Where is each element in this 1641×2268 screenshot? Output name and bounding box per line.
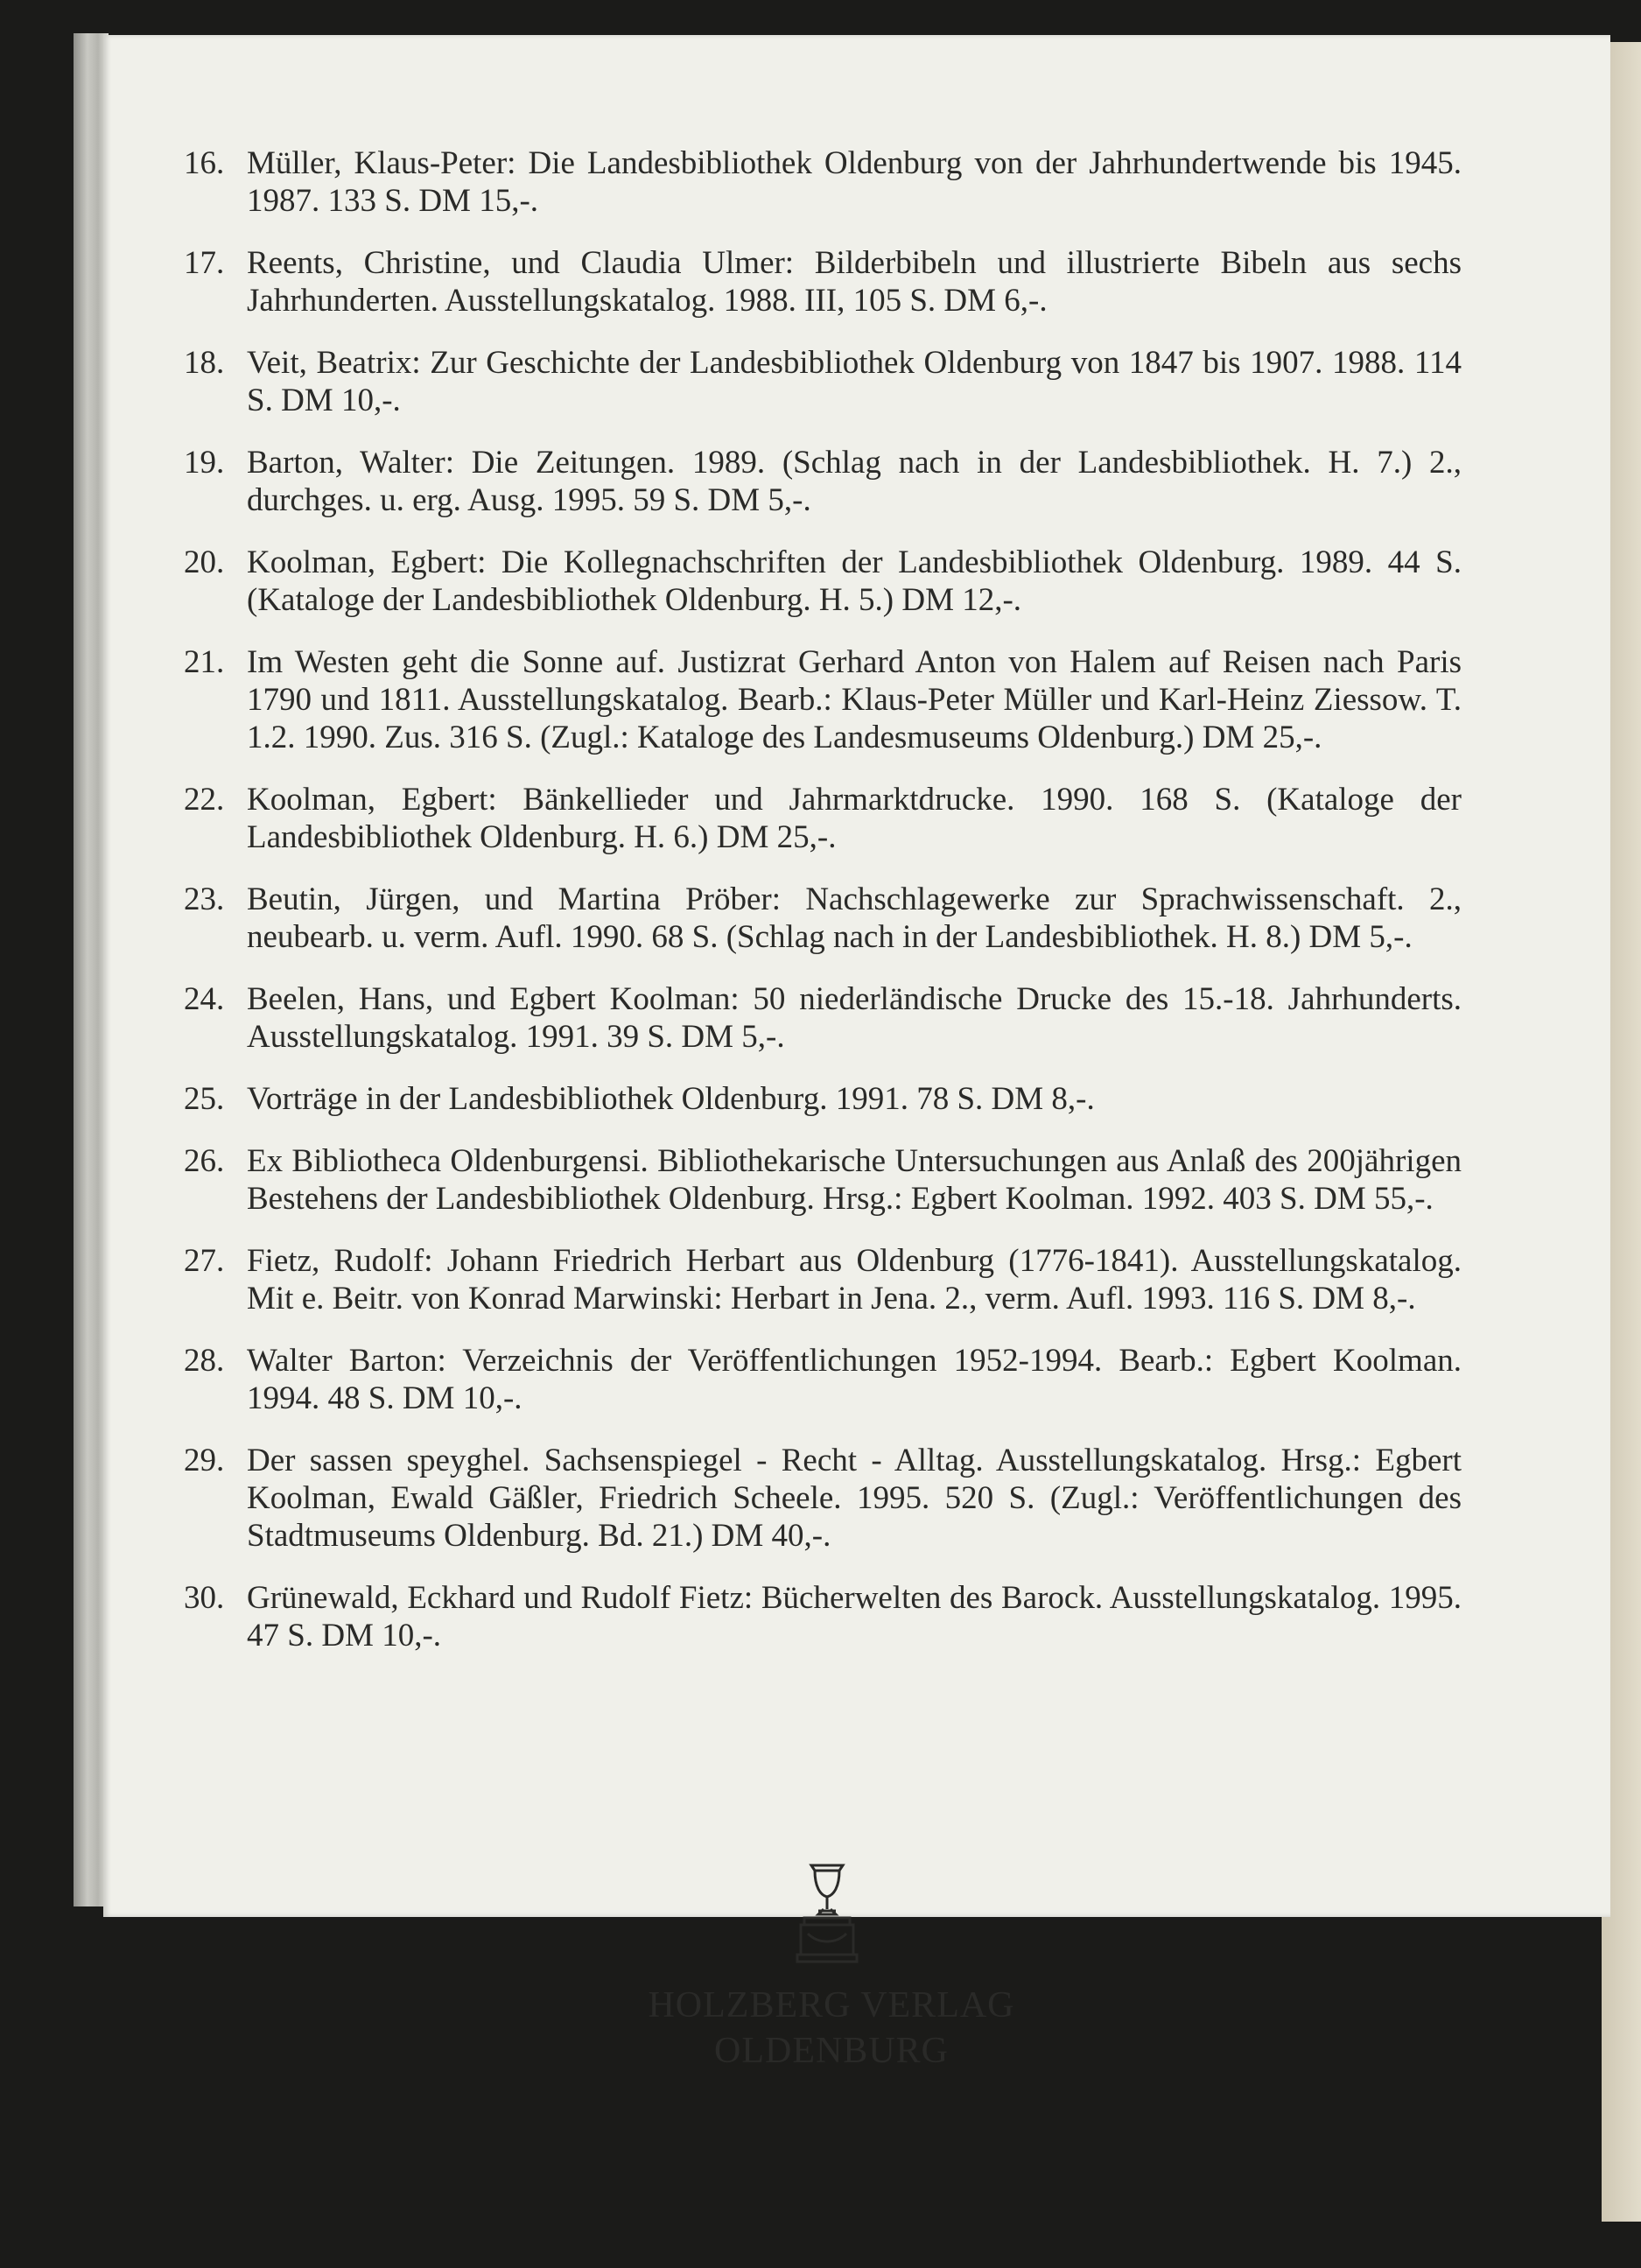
entry-number: 18. <box>184 345 225 381</box>
list-item <box>184 1242 1462 1317</box>
entry-text: Beelen, Hans, und Egbert Koolman: 50 niederländische Drucke des 15.-18. Jahrhunderts. Ausstellungskatalog. 1991. 39 S. DM 5,-. <box>247 981 1462 1055</box>
entry-text: Im Westen geht die Sonne auf. Justizrat Gerhard Anton von Halem auf Reisen nach Paris 1790 und 1811. Ausstellungskatalog. Bearb.: Klaus-Peter Müller und Karl-Heinz Ziessow. T. 1.2. 1990. Zus. 316 S. (Zugl.: Kataloge des Landesmuseums Oldenburg.) DM 25,-. <box>247 644 1462 755</box>
publisher-name: HOLZBERG VERLAG <box>648 1985 1015 2026</box>
list-item <box>184 444 1462 519</box>
entry-text: Grünewald, Eckhard und Rudolf Fietz: Bücherwelten des Barock. Ausstellungskatalog. 1995. 47 S. DM 10,-. <box>247 1580 1462 1654</box>
publisher-city: OLDENBURG <box>714 2031 949 2071</box>
entry-number: 26. <box>184 1143 225 1179</box>
entry-text: Müller, Klaus-Peter: Die Landesbibliothek Oldenburg von der Jahrhundertwende bis 1945. 1987. 133 S. DM 15,-. <box>247 145 1462 219</box>
entry-number: 24. <box>184 981 225 1017</box>
list-item <box>184 1442 1462 1555</box>
list-item <box>184 643 1462 756</box>
entry-text: Ex Bibliotheca Oldenburgensi. Bibliothekarische Untersuchungen aus Anlaß des 200jährigen Bestehens der Landesbibliothek Oldenburg. Hrsg.: Egbert Koolman. 1992. 403 S. DM 55,-. <box>247 1143 1462 1217</box>
list-item <box>184 1342 1462 1417</box>
entry-text: Veit, Beatrix: Zur Geschichte der Landesbibliothek Oldenburg von 1847 bis 1907. 1988. 114 S. DM 10,-. <box>247 345 1462 418</box>
list-item <box>184 881 1462 956</box>
entry-text: Beutin, Jürgen, und Martina Pröber: Nachschlagewerke zur Sprachwissenschaft. 2., neubearb. u. verm. Aufl. 1990. 68 S. (Schlag nach in der Landesbibliothek. H. 8.) DM 5,-. <box>247 881 1462 955</box>
list-item <box>184 344 1462 419</box>
entry-text: Vorträge in der Landesbibliothek Oldenburg. 1991. 78 S. DM 8,-. <box>247 1081 1095 1117</box>
list-item <box>184 1579 1462 1654</box>
list-item <box>184 781 1462 856</box>
list-item <box>184 544 1462 619</box>
entry-text: Barton, Walter: Die Zeitungen. 1989. (Schlag nach in der Landesbibliothek. H. 7.) 2., durchges. u. erg. Ausg. 1995. 59 S. DM 5,-. <box>247 445 1462 518</box>
entry-text: Der sassen speyghel. Sachsenspiegel - Recht - Alltag. Ausstellungskatalog. Hrsg.: Egbert Koolman, Ewald Gäßler, Friedrich Scheele. 1995. 520 S. (Zugl.: Veröffentlichungen des Stadtmuseums Oldenburg. Bd. 21.) DM 40,-. <box>247 1443 1462 1554</box>
entry-number: 29. <box>184 1443 225 1478</box>
list-item <box>184 244 1462 319</box>
urn-on-pedestal-icon <box>792 1860 862 1965</box>
entry-number: 22. <box>184 782 225 818</box>
list-item <box>184 980 1462 1056</box>
entry-number: 19. <box>184 445 225 481</box>
entry-number: 28. <box>184 1343 225 1379</box>
publisher-imprint <box>525 1983 1138 2074</box>
list-item <box>184 1080 1462 1118</box>
entry-number: 30. <box>184 1580 225 1616</box>
entry-number: 27. <box>184 1243 225 1279</box>
entry-number: 21. <box>184 644 225 680</box>
entry-text: Koolman, Egbert: Bänkellieder und Jahrmarktdrucke. 1990. 168 S. (Kataloge der Landesbibliothek Oldenburg. H. 6.) DM 25,-. <box>247 782 1462 855</box>
entry-number: 17. <box>184 245 225 281</box>
entry-text: Koolman, Egbert: Die Kollegnachschriften der Landesbibliothek Oldenburg. 1989. 44 S. (Kataloge der Landesbibliothek Oldenburg. H. 5.) DM 12,-. <box>247 544 1462 618</box>
publication-list <box>184 144 1462 1679</box>
entry-text: Fietz, Rudolf: Johann Friedrich Herbart aus Oldenburg (1776-1841). Ausstellungskatalog. Mit e. Beitr. von Konrad Marwinski: Herbart in Jena. 2., verm. Aufl. 1993. 116 S. DM 8,-. <box>247 1243 1462 1317</box>
entry-text: Walter Barton: Verzeichnis der Veröffentlichungen 1952-1994. Bearb.: Egbert Koolman. 1994. 48 S. DM 10,-. <box>247 1343 1462 1416</box>
list-item <box>184 1142 1462 1218</box>
list-item <box>184 144 1462 220</box>
entry-number: 20. <box>184 544 225 580</box>
entry-number: 23. <box>184 881 225 917</box>
entry-number: 16. <box>184 145 225 181</box>
entry-text: Reents, Christine, und Claudia Ulmer: Bilderbibeln und illustrierte Bibeln aus sechs Jahrhunderten. Ausstellungskatalog. 1988. III, 105 S. DM 6,-. <box>247 245 1462 319</box>
entry-number: 25. <box>184 1081 225 1117</box>
